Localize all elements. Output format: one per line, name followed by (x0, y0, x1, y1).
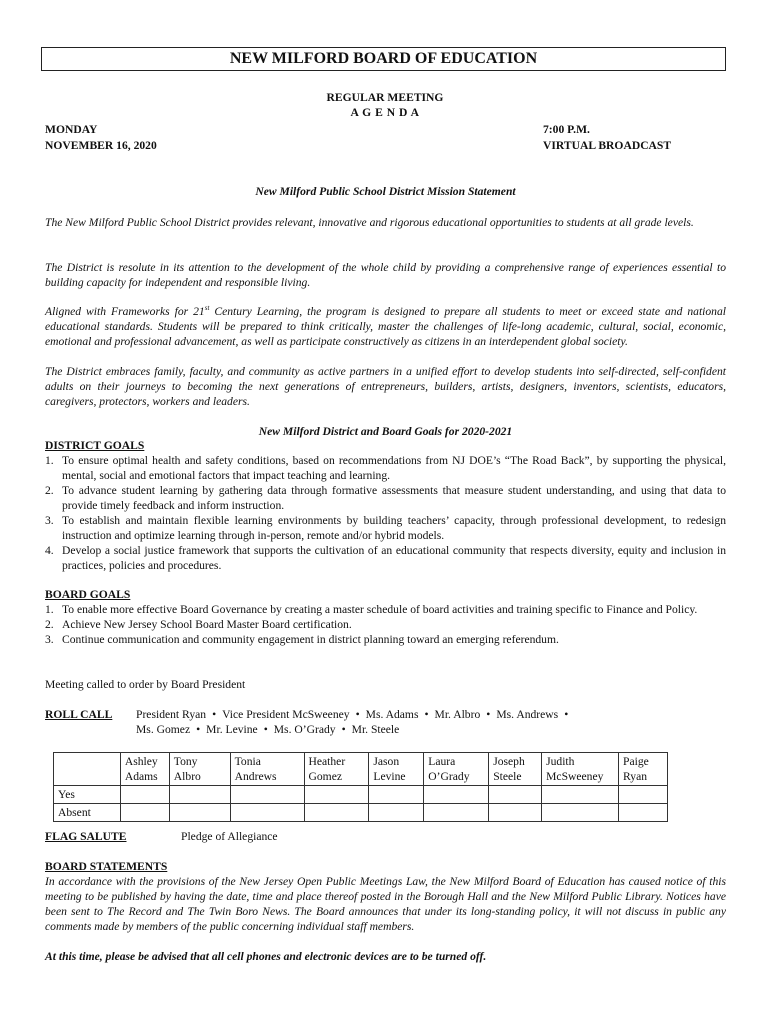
vote-cell[interactable] (169, 786, 230, 804)
board-statement-notice: In accordance with the provisions of the New Jersey Open Public Meetings Law, the New Milford Board of Education has caused notice of this meeting to be published by having the date, time and place thereof posted in the Borough Hall and the New Milford Public Library. Notices have been sent to The Record and The Twin Boro News. The Board announces that under its long-standing policy, it will not discuss in public any comments made by members of the public concerning individual staff members. (45, 875, 726, 933)
roll-call-line-2: Ms. Gomez • Mr. Levine • Ms. O’Grady • Mr. Steele (136, 723, 400, 736)
table-row (54, 786, 668, 804)
board-goals-heading: BOARD GOALS (45, 588, 131, 601)
board-statements-heading: BOARD STATEMENTS (45, 860, 168, 873)
vote-cell[interactable] (619, 804, 668, 822)
roll-call-line-1: President Ryan • Vice President McSweeney • Ms. Adams • Mr. Albro • Ms. Andrews • (136, 708, 569, 721)
mission-heading: New Milford Public School District Mission Statement (255, 185, 516, 198)
vote-cell[interactable] (424, 786, 489, 804)
vote-cell[interactable] (542, 804, 619, 822)
vote-cell[interactable] (230, 804, 304, 822)
vote-cell[interactable] (424, 804, 489, 822)
row-label-yes: Yes (54, 786, 121, 804)
member-header-cell: Joseph Steele (489, 753, 542, 786)
vote-cell[interactable] (169, 804, 230, 822)
roll-call-label: ROLL CALL (45, 708, 113, 721)
list-item: 2. To advance student learning by gathering data through formative assessments that measure student understanding, and using that data to provide timely feedback and inform instruction. (45, 484, 726, 512)
vote-cell[interactable] (230, 786, 304, 804)
meeting-time: 7:00 P.M. (543, 123, 590, 136)
member-header-cell: Paige Ryan (619, 753, 668, 786)
meeting-type: REGULAR MEETING (326, 91, 444, 104)
list-item: 4. Develop a social justice framework that supports the cultivation of an educational community that respects diversity, equity and inclusion in practices, policies and procedures. (45, 544, 726, 572)
row-label-absent: Absent (54, 804, 121, 822)
goals-heading: New Milford District and Board Goals for 2020-2021 (258, 425, 513, 438)
member-header-cell: Judith McSweeney (542, 753, 619, 786)
member-header-cell: Laura O’Grady (424, 753, 489, 786)
meeting-day: MONDAY (45, 123, 98, 136)
list-item: 1. To ensure optimal health and safety conditions, based on recommendations from NJ DOE’s “The Road Back”, by supporting the physical, mental, social and emotional factors that impact teaching and learning. (45, 454, 726, 482)
board-statement-devices: At this time, please be advised that all cell phones and electronic devices are to be turned off. (45, 950, 487, 963)
mission-paragraph-2: The District is resolute in its attention to the development of the whole child by providing a comprehensive range of experiences essential to building capacity for independent and responsible living. (45, 261, 726, 289)
member-header-cell: Heather Gomez (304, 753, 369, 786)
document-title: NEW MILFORD BOARD OF EDUCATION (41, 47, 726, 71)
list-item: 3. Continue communication and community engagement in district planning toward an emerging referendum. (45, 633, 559, 646)
member-header-cell: Tony Albro (169, 753, 230, 786)
flag-salute-text: Pledge of Allegiance (181, 830, 278, 843)
table-header-row (54, 753, 668, 786)
table-row (54, 804, 668, 822)
district-goals-list (45, 453, 726, 573)
list-item: 1. To enable more effective Board Governance by creating a master schedule of board activities and training specific to Finance and Policy. (45, 603, 698, 616)
list-item: 3. To establish and maintain flexible learning environments by building teachers’ capacity, through professional development, to redesign instruction and optimize learning through in-person, remote and/or hybrid models. (45, 514, 726, 542)
member-header-cell: Ashley Adams (120, 753, 169, 786)
vote-cell[interactable] (619, 786, 668, 804)
meeting-date: NOVEMBER 16, 2020 (45, 139, 157, 152)
vote-cell[interactable] (120, 786, 169, 804)
meeting-venue: VIRTUAL BROADCAST (543, 139, 672, 152)
call-to-order: Meeting called to order by Board President (45, 678, 246, 691)
vote-cell[interactable] (489, 804, 542, 822)
flag-salute-label: FLAG SALUTE (45, 830, 127, 843)
vote-cell[interactable] (369, 786, 424, 804)
agenda-label: A G E N D A (350, 106, 420, 119)
vote-cell[interactable] (304, 804, 369, 822)
vote-cell[interactable] (120, 804, 169, 822)
district-goals-heading: DISTRICT GOALS (45, 439, 145, 452)
table-corner-cell (54, 753, 121, 786)
member-header-cell: Tonia Andrews (230, 753, 304, 786)
mission-paragraph-4: The District embraces family, faculty, and community as active partners in a unified effort to develop students into self-directed, self-confident adults on their journeys to becoming the next generations of entrepreneurs, builders, artists, designers, inventors, scientists, educators, caregivers, protectors, workers and leaders. (45, 365, 726, 408)
vote-cell[interactable] (542, 786, 619, 804)
roll-call-table (53, 752, 668, 822)
vote-cell[interactable] (489, 786, 542, 804)
member-header-cell: Jason Levine (369, 753, 424, 786)
mission-paragraph-3: Aligned with Frameworks for 21st Century Learning, the program is designed to prepare all students to meet or exceed state and national educational standards. Students will be prepared to think critically, master the challenges of life-long academic, cultural, social, economic, emotional and professional advancement, as well as participate constructively as citizens in an interdependent global society. (45, 304, 726, 348)
mission-paragraph-1: The New Milford Public School District provides relevant, innovative and rigorous educational opportunities to students at all grade levels. (45, 216, 694, 229)
vote-cell[interactable] (369, 804, 424, 822)
list-item: 2. Achieve New Jersey School Board Master Board certification. (45, 618, 352, 631)
vote-cell[interactable] (304, 786, 369, 804)
board-goals-list (45, 602, 726, 647)
